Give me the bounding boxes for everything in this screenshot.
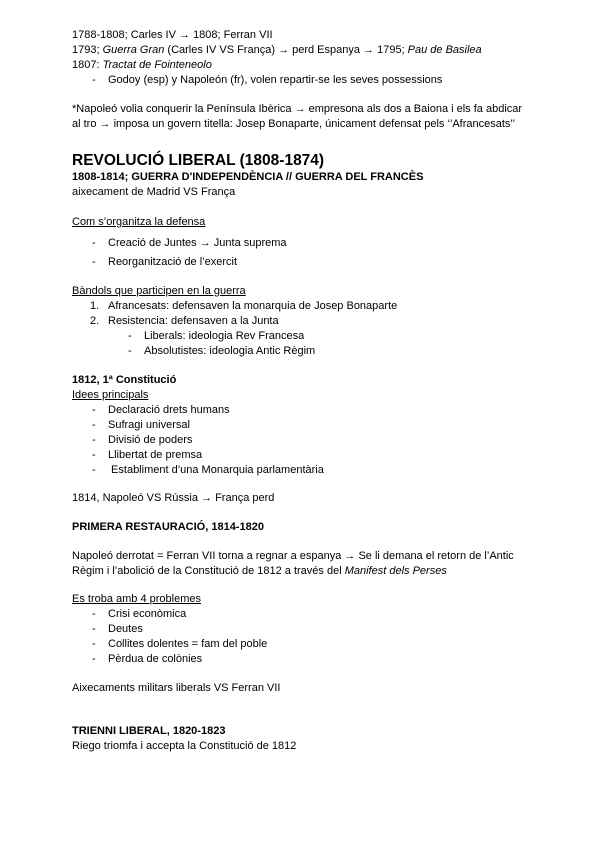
bullet-dash: - xyxy=(92,653,96,665)
timeline-line-2: 1793; Guerra Gran (Carles IV VS França) → perd Espanya → 1795; Pau de Basilea xyxy=(72,44,482,56)
list-item: Divisió de poders xyxy=(108,434,193,446)
list-item: Sufragi universal xyxy=(108,419,190,431)
constitution-title: 1812, 1ª Constitució xyxy=(72,374,177,386)
madrid-uprising: aixecament de Madrid VS França xyxy=(72,186,236,198)
list-item: Llibertat de premsa xyxy=(108,449,203,461)
list-item: Establiment d’una Monarquia parlamentària xyxy=(108,464,324,476)
bullet-dash: - xyxy=(92,608,96,620)
triennium-line: Riego triomfa i accepta la Constitució de 1812 xyxy=(72,740,297,752)
bullet-dash: - xyxy=(92,449,96,461)
bullet-dash: - xyxy=(128,345,132,357)
war-subtitle: 1808-1814; GUERRA D'INDEPENDÈNCIA // GUERRA DEL FRANCÈS xyxy=(72,171,424,183)
ideas-heading: Idees principals xyxy=(72,389,149,401)
list-item: Creació de Juntes → Junta suprema xyxy=(108,237,287,249)
list-item: Declaració drets humans xyxy=(108,404,230,416)
bullet-dash: - xyxy=(92,237,96,249)
note-line-1: *Napoleó volia conquerir la Península Ibèrica → empresona als dos a Baiona i els fa abdicar xyxy=(72,103,523,115)
bullet-dash: - xyxy=(92,623,96,635)
uprising-line: Aixecaments militars liberals VS Ferran VII xyxy=(72,682,281,694)
bullet-dash: - xyxy=(92,74,96,86)
sub-list-item: Absolutistes: ideologia Antic Règim xyxy=(144,345,316,357)
timeline-line-3: 1807: Tractat de Fointeneolo xyxy=(72,59,212,71)
list-item: Pèrdua de colònies xyxy=(108,653,203,665)
section-title-revolution: REVOLUCIÓ LIBERAL (1808-1874) xyxy=(72,152,325,169)
intro-bullet: Godoy (esp) y Napoleón (fr), volen repartir-se les seves possessions xyxy=(108,74,443,86)
defense-heading: Com s’organitza la defensa xyxy=(72,216,206,228)
list-number: 1. xyxy=(90,300,100,312)
bullet-dash: - xyxy=(92,464,96,476)
list-item: Collites dolentes = fam del poble xyxy=(108,638,268,650)
bullet-dash: - xyxy=(92,434,96,446)
bullet-dash: - xyxy=(92,256,96,268)
problems-heading: Es troba amb 4 problemes xyxy=(72,593,202,605)
bullet-dash: - xyxy=(92,638,96,650)
restoration-title: PRIMERA RESTAURACIÓ, 1814-1820 xyxy=(72,521,264,533)
triennium-title: TRIENNI LIBERAL, 1820-1823 xyxy=(72,725,226,737)
list-item: Afrancesats: defensaven la monarquia de Josep Bonaparte xyxy=(108,300,398,312)
restoration-line-2: Règim i l’abolició de la Constitució de 1812 a través del Manifest dels Perses xyxy=(72,565,447,577)
bullet-dash: - xyxy=(128,330,132,342)
list-item: Resistencia: defensaven a la Junta xyxy=(108,315,279,327)
list-item: Deutes xyxy=(108,623,143,635)
note-line-2: al tro → imposa un govern titella: Josep Bonaparte, únicament defensat pels ‘’Afrancesats’’ xyxy=(72,118,516,130)
list-number: 2. xyxy=(90,315,100,327)
restoration-line-1: Napoleó derrotat = Ferran VII torna a regnar a espanya → Se li demana el retorn de l’Antic xyxy=(72,550,514,562)
timeline-line-1: 1788-1808; Carles IV → 1808; Ferran VII xyxy=(72,29,273,41)
sub-list-item: Liberals: ideologia Rev Francesa xyxy=(144,330,305,342)
russia-line: 1814, Napoleó VS Rússia → França perd xyxy=(72,492,275,504)
list-item: Crisi econòmica xyxy=(108,608,187,620)
list-item: Reorganització de l’exercit xyxy=(108,256,238,268)
bullet-dash: - xyxy=(92,404,96,416)
bullet-dash: - xyxy=(92,419,96,431)
factions-heading: Bàndols que participen en la guerra xyxy=(72,285,246,297)
